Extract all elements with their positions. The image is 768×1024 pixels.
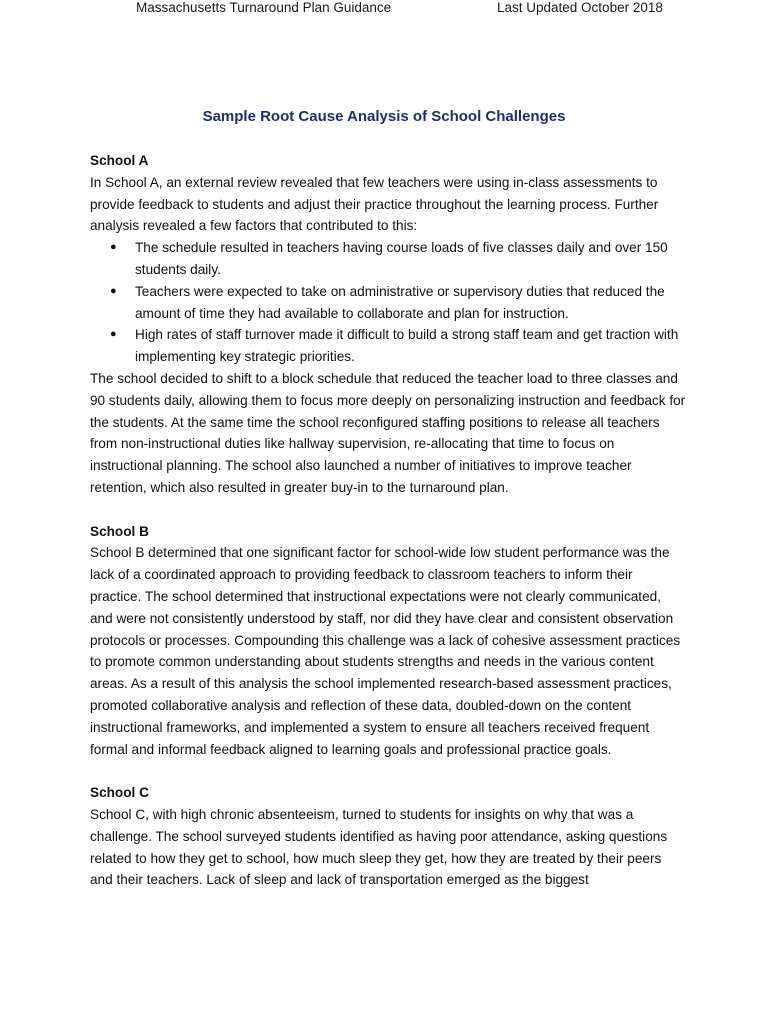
section-intro: In School A, an external review revealed that few teachers were using in-class assessments to provide feedback to students and adjust their practice throughout the learning process. Further analysis revealed a few factors that contributed to this: [90,174,659,234]
section-heading: School B [90,523,149,539]
list-item-text: The schedule resulted in teachers having course loads of five classes daily and over 150 students daily. [135,240,668,277]
list-item-text: Teachers were expected to take on administrative or supervisory duties that reduced the amount of time they had available to collaborate and plan for instruction. [135,283,665,321]
section-conclusion: The school decided to shift to a block schedule that reduced the teacher load to three classes and 90 students daily, allowing them to focus more deeply on personalizing instruction and feedback for the students. At the same time the school reconfigured staffing positions to release all teachers from non-instructional duties like hallway supervision, re-allocating that time to focus on instructional planning. The school also launched a number of initiatives to improve teacher retention, which also resulted in greater buy-in to the turnaround plan. [90,370,686,495]
document-title: Sample Root Cause Analysis of School Challenges [202,108,566,125]
header-last-updated: Last Updated October 2018 [497,0,663,15]
bullet-list [90,237,686,368]
list-item [110,237,686,281]
document-body [90,150,686,913]
list-item-text: High rates of staff turnover made it difficult to build a strong staff team and get traction with implementing key strategic priorities. [135,327,679,365]
section-heading: School C [90,785,149,801]
section-school-c [90,782,686,891]
section-body: School B determined that one significant factor for school-wide low student performance was the lack of a coordinated approach to providing feedback to classroom teachers to inform their practice. The school determined that instructional expectations were not clearly communicated, and were not consistently understood by staff, nor did they have clear and consistent observation protocols or processes. Compounding this challenge was a lack of cohesive assessment practices to promote common understanding about students strengths and needs in the various content areas. As a result of this analysis the school implemented research-based assessment practices, promoted collaborative analysis and reflection of these data, doubled-down on the content instructional frameworks, and implemented a system to ensure all teachers received frequent formal and informal feedback aligned to learning goals and professional practice goals. [90,545,681,757]
section-body: School C, with high chronic absenteeism, turned to students for insights on why that was a challenge. The school surveyed students identified as having poor attendance, asking questions related to how they get to school, how much sleep they get, how they are treated by their peers and their teachers. Lack of sleep and lack of transportation emerged as the biggest [90,806,668,888]
bullet-icon: ● [110,241,117,254]
list-item [110,324,686,368]
section-school-b [90,521,686,761]
section-school-a [90,150,686,499]
section-heading: School A [90,153,149,168]
page-header [0,0,768,20]
list-item [110,281,686,325]
bullet-icon: ● [110,284,117,297]
bullet-icon: ● [110,328,117,341]
header-document-name: Massachusetts Turnaround Plan Guidance [136,0,392,15]
